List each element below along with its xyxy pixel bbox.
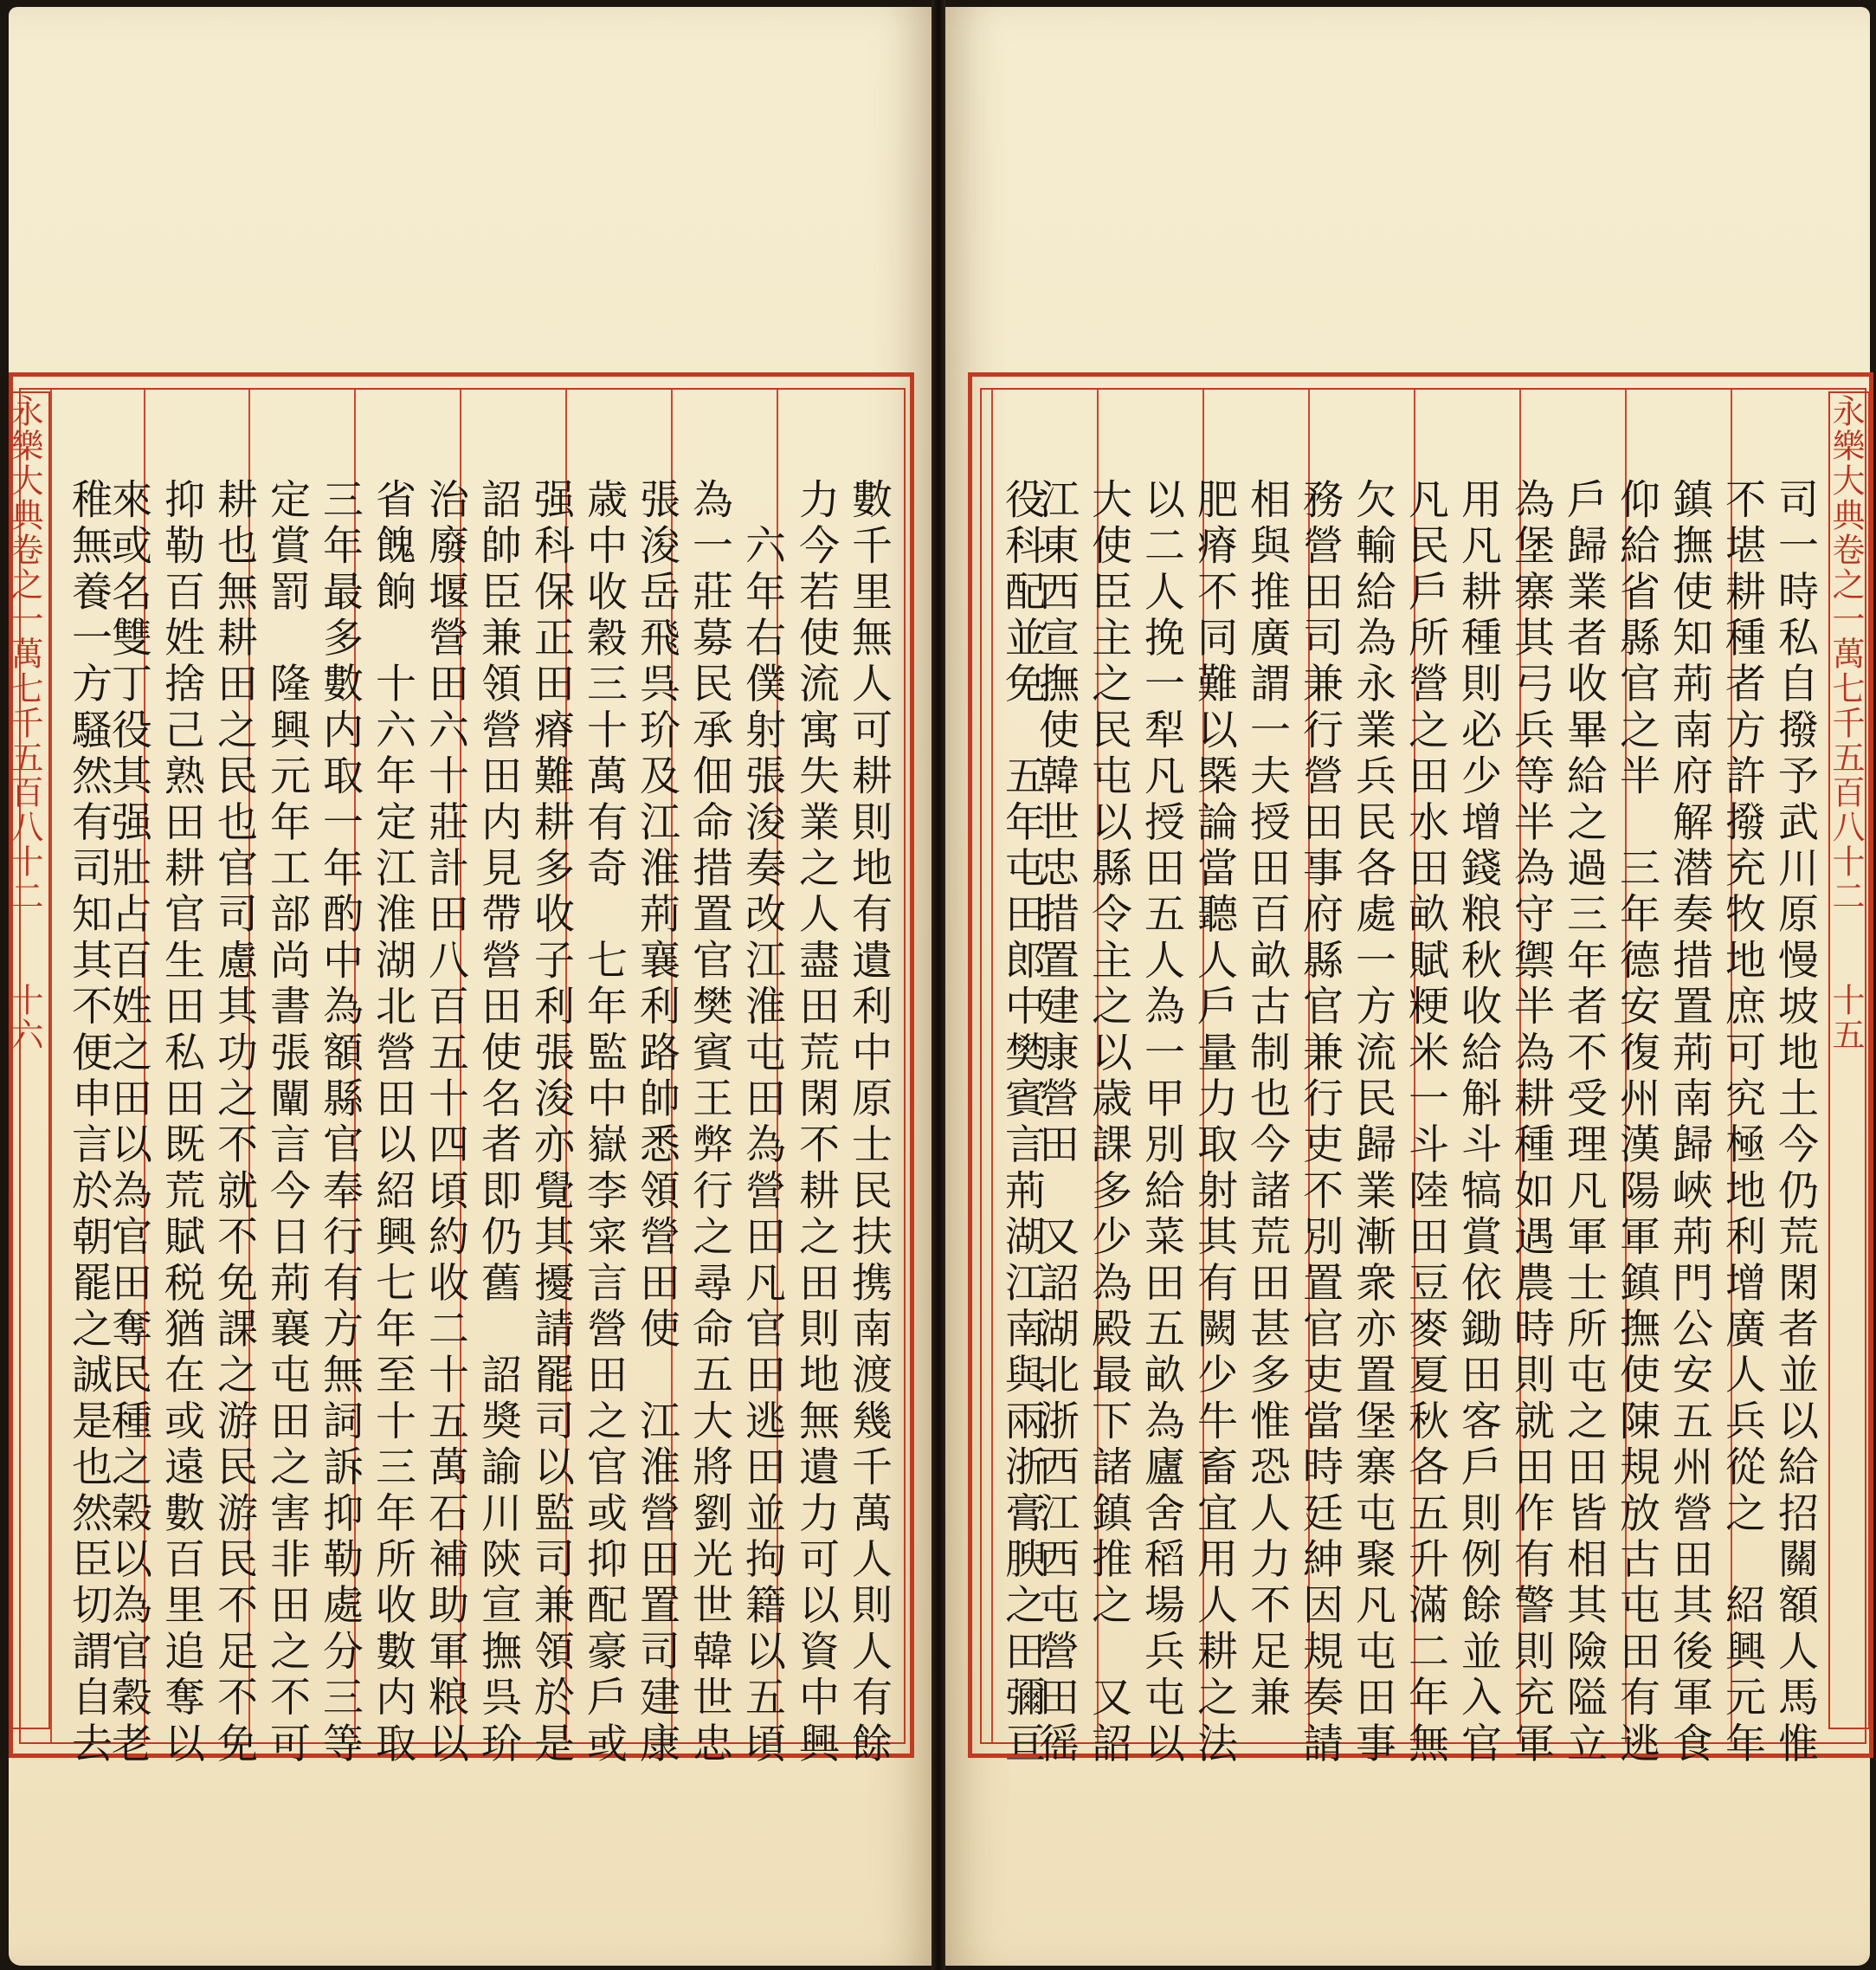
book-spine	[932, 0, 945, 1970]
text-column: 稚無養一方騷然有司知其不便申言於朝罷之誠是也然臣切謂自去	[65, 478, 113, 1768]
column-rule	[50, 390, 52, 1742]
text-column: 來或名雙丁役其强壯占百姓之田以為官田奪民種之榖以為官穀老	[105, 478, 152, 1768]
text-column: 役科配並免 五年屯田郎中樊賓言荊湖江南與兩浙膏腴之田彌亘	[998, 478, 1046, 1768]
text-column: 歳中收穀三十萬有奇 七年監中嶽李寀言營田之官或抑配豪戶或	[580, 478, 628, 1768]
text-column: 耕也無耕田之民也官司慮其功之不就不免課之游民游民不足不免	[210, 478, 258, 1768]
text-column: 六年右僕射張浚奏改江淮屯田為營田凡官田逃田並拘籍以五頃	[738, 478, 786, 1768]
text-column: 肥瘠不同難以槩論當聽人戶量力取射其有闕少牛畜宜用人耕之法	[1190, 478, 1238, 1768]
text-column: 司一時私自撥予武川原慢坡地土今仍荒閑者並以給招關額人馬惟	[1771, 478, 1819, 1768]
text-column: 用凡耕種則必少增錢粮秋收給斛斗犒賞依鋤田客戶則例餘並入官	[1454, 478, 1502, 1768]
text-column: 張浚岳飛呉玠及江淮荊襄利路帥悉領營田使 江淮營田置司建康	[633, 478, 680, 1768]
text-column: 戶歸業者收畢給之過三年者不受理凡軍士所屯之田皆相其險隘立	[1560, 478, 1608, 1768]
text-column: 定賞罰 隆興元年工部尚書張闡言今日荊襄屯田之害非田之不可	[263, 478, 311, 1768]
text-column: 凡民戶所營之田水田畝賦粳米一斗陸田豆麥夏秋各五升滿二年無	[1402, 478, 1449, 1768]
text-column: 强科保正田瘠難耕多收子利張浚亦覺其擾請罷司以監司兼領於是	[527, 478, 575, 1768]
text-column: 仰給省縣官之半 三年德安復州漢陽軍鎮撫使陳規放古屯田有逃	[1613, 478, 1660, 1768]
text-column: 力今若使流寓失業之人盡田荒閑不耕之田則地無遺力可以資中興	[792, 478, 840, 1768]
text-column: 江東西宣撫使韓世忠措置建康營田 又詔湖北浙西江西屯營田徭	[1032, 478, 1080, 1768]
text-column: 不堪耕種者方許撥充牧地庶可究極地利增廣人兵從之 紹興元年	[1718, 478, 1766, 1768]
text-column: 三年最多數内取一年酌中為額縣官奉行有方無詞訴抑勒處分三等	[316, 478, 364, 1768]
text-column: 大使臣主之民屯以縣令主之以歳課多少為殿最下諸鎮推之 又詔	[1085, 478, 1132, 1768]
text-column: 鎮撫使知荊南府解潜奏措置荊南歸峽荊門公安五州營田其後軍食	[1666, 478, 1713, 1768]
text-column: 數千里無人可耕則地有遺利中原士民扶携南渡幾千萬人則人有餘	[845, 478, 893, 1768]
left-margin-title: 永樂大典卷之一萬七千五百八十二 十六	[5, 394, 43, 1052]
text-column: 抑勒百姓捨己熟田耕官生田私田既荒賦税猶在或遠數百里追奪以	[158, 478, 205, 1768]
text-column: 以二人挽一犁凡授田五人為一甲別給菜田五畝為廬舍稻場兵屯以	[1138, 478, 1185, 1768]
text-column: 為一莊募民承佃命措置官樊賓王弊行之尋命五大將劉光世韓世忠	[686, 478, 733, 1768]
right-margin-title: 永樂大典卷之一萬七千五百八十二 十五	[1827, 394, 1865, 1052]
text-column: 治廢堰營田六十莊計田八百五十四頃約收二十五萬石補助軍粮以	[422, 478, 469, 1768]
text-column: 省餽餉 十六年定江淮湖北營田以紹興七年至十三年所收數内取	[369, 478, 416, 1768]
text-column: 欠輸給為永業兵民各處一方流民歸業漸衆亦置堡寨屯聚凡屯田事	[1349, 478, 1396, 1768]
text-column: 相與推廣謂一夫授田百畝古制也今諸荒田甚多惟恐人力不足兼	[1243, 478, 1291, 1722]
text-column: 務營田司兼行營田事府縣官兼行吏不別置官吏當時廷紳因規奏請	[1296, 478, 1344, 1768]
text-column: 詔帥臣兼領營田内見帶營田使名者即仍舊 詔奬諭川陝宣撫呉玠	[474, 478, 522, 1768]
text-column: 為堡寨其弓兵等半為守禦半為耕種如遇農時則就田作有警則充軍	[1507, 478, 1555, 1768]
